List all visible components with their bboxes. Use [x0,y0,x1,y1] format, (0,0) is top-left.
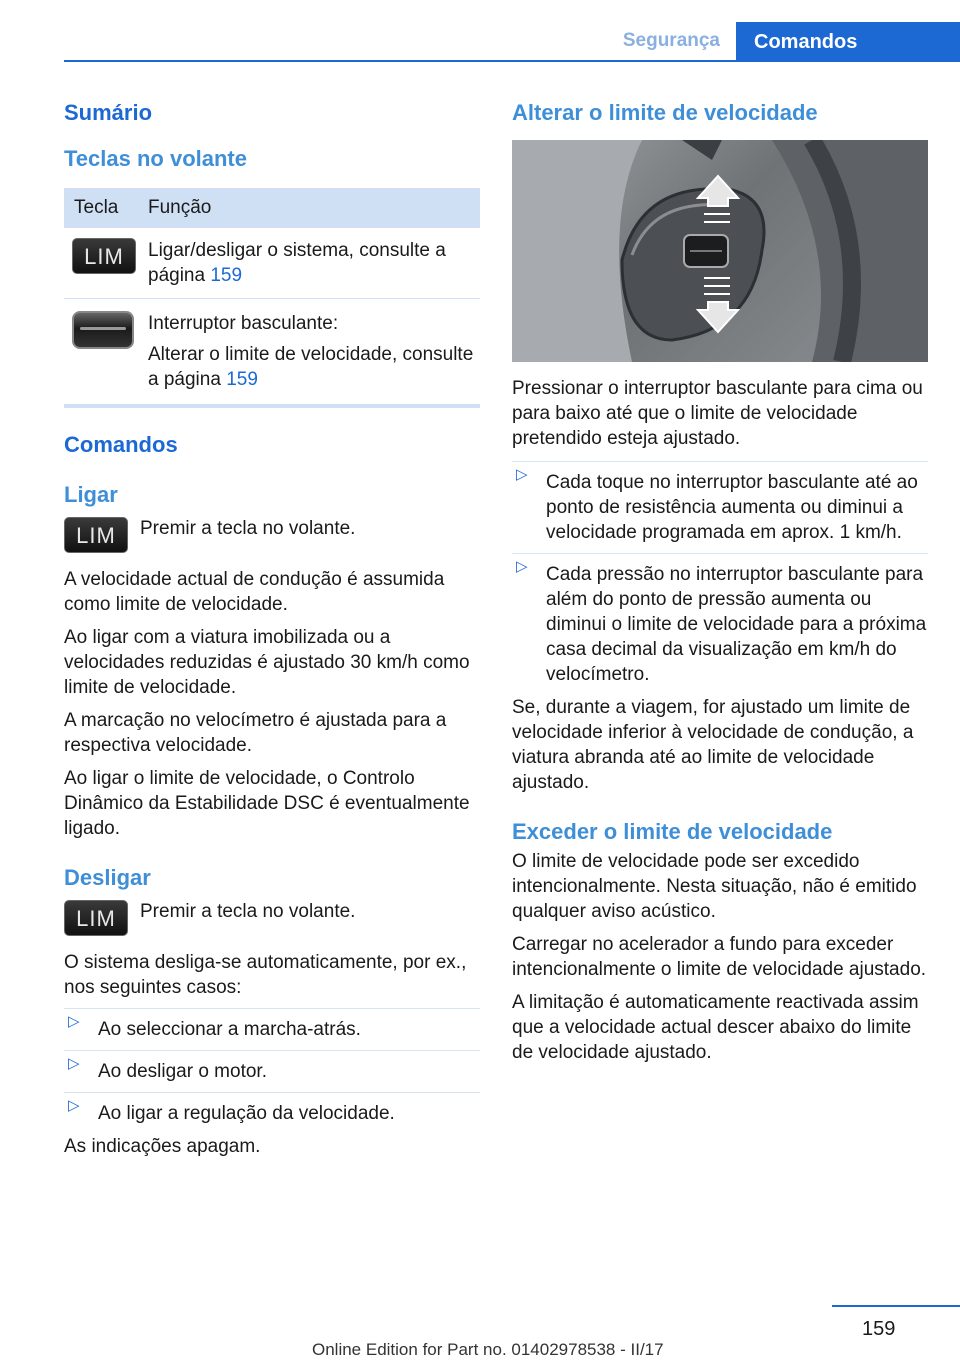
paragraph: O sistema desliga-se automaticamente, por ex., nos seguintes casos: [64,952,467,998]
paragraph: Se, durante a viagem, for ajustado um limite de velocidade inferior à velocidade de condução, a viatura abranda até ao limite de velocidade ajustado. [512,697,914,793]
page-number: 159 [862,1318,896,1340]
chapter-tab: Comandos [736,22,960,62]
lim-button-icon: LIM [64,517,128,553]
right-column [512,100,928,1065]
table-cell-function: Interruptor basculante: Alterar o limite de velocidade, consulte a página 159 [148,299,480,407]
paragraph: A marcação no velocímetro é ajustada para a respectiva velocidade. [64,710,447,756]
list-item: ▷ Ao desligar o motor. [64,1050,480,1084]
paragraph: A velocidade actual de condução é assumida como limite de velocidade. [64,569,445,615]
triangle-bullet-icon: ▷ [516,558,528,575]
change-heading: Alterar o limite de velocidade [512,100,818,125]
table-header-function: Função [148,188,480,228]
left-column [64,100,480,1159]
table-row [64,228,480,299]
on-instruction: Premir a tecla no volante. [140,518,356,539]
triangle-bullet-icon: ▷ [68,1097,80,1114]
steering-wheel-illustration [512,140,928,362]
paragraph: Pressionar o interruptor basculante para cima ou para baixo até que o limite de velocidade pretendido esteja ajustado. [512,378,923,449]
paragraph: Carregar no acelerador a fundo para exceder intencionalmente o limite de velocidade ajustado. [512,934,927,980]
controls-heading: Comandos [64,432,178,457]
paragraph: Ao ligar com a viatura imobilizada ou a velocidades reduzidas é ajustado 30 km/h como limite de velocidade. [64,627,470,698]
lim-button-icon: LIM [64,900,128,936]
paragraph: O limite de velocidade pode ser excedido intencionalmente. Nesta situação, não é emitido qualquer aviso acústico. [512,851,917,922]
off-list [64,1008,480,1126]
off-instruction: Premir a tecla no volante. [140,901,356,922]
page-ref-link[interactable]: 159 [226,369,258,390]
paragraph: As indicações apagam. [64,1136,261,1157]
keys-table [64,188,480,408]
page-ref-link[interactable]: 159 [210,265,243,286]
header-rule [64,60,960,62]
triangle-bullet-icon: ▷ [68,1055,80,1072]
section-label: Segurança [622,30,720,51]
footer-rule [832,1305,960,1307]
off-heading: Desligar [64,865,151,890]
paragraph: Ao ligar o limite de velocidade, o Controlo Dinâmico da Estabilidade DSC é eventualmente ligado. [64,768,470,839]
triangle-bullet-icon: ▷ [68,1013,80,1030]
paragraph: A limitação é automaticamente reactivada assim que a velocidade actual descer abaixo do limite de velocidade ajustado. [512,992,919,1063]
table-header-key: Tecla [64,188,148,228]
table-header-row [64,188,480,228]
lim-button-icon: LIM [72,238,136,274]
list-item: ▷ Cada pressão no interruptor basculante para além do ponto de pressão aumenta ou diminui o limite de velocidade para a próxima casa decimal da visualização em km/h do velocímetro. [512,553,928,687]
table-cell-function: Ligar/desligar o sistema, consulte a página 159 [148,228,480,299]
table-row [64,299,480,407]
change-list [512,461,928,687]
list-item: ▷ Ao ligar a regulação da velocidade. [64,1092,480,1126]
steering-wheel-image [512,140,928,362]
edition-note: Online Edition for Part no. 01402978538 - II/17 [312,1340,664,1359]
on-heading: Ligar [64,482,118,507]
list-item: ▷ Cada toque no interruptor basculante até ao ponto de resistência aumenta ou diminui a velocidade programada em aprox. 1 km/h. [512,461,928,545]
exceed-heading: Exceder o limite de velocidade [512,819,833,844]
summary-heading: Sumário [64,100,153,125]
list-item: ▷ Ao seleccionar a marcha-atrás. [64,1008,480,1042]
keys-heading: Teclas no volante [64,146,247,171]
rocker-switch-icon [72,311,134,349]
triangle-bullet-icon: ▷ [516,466,528,483]
